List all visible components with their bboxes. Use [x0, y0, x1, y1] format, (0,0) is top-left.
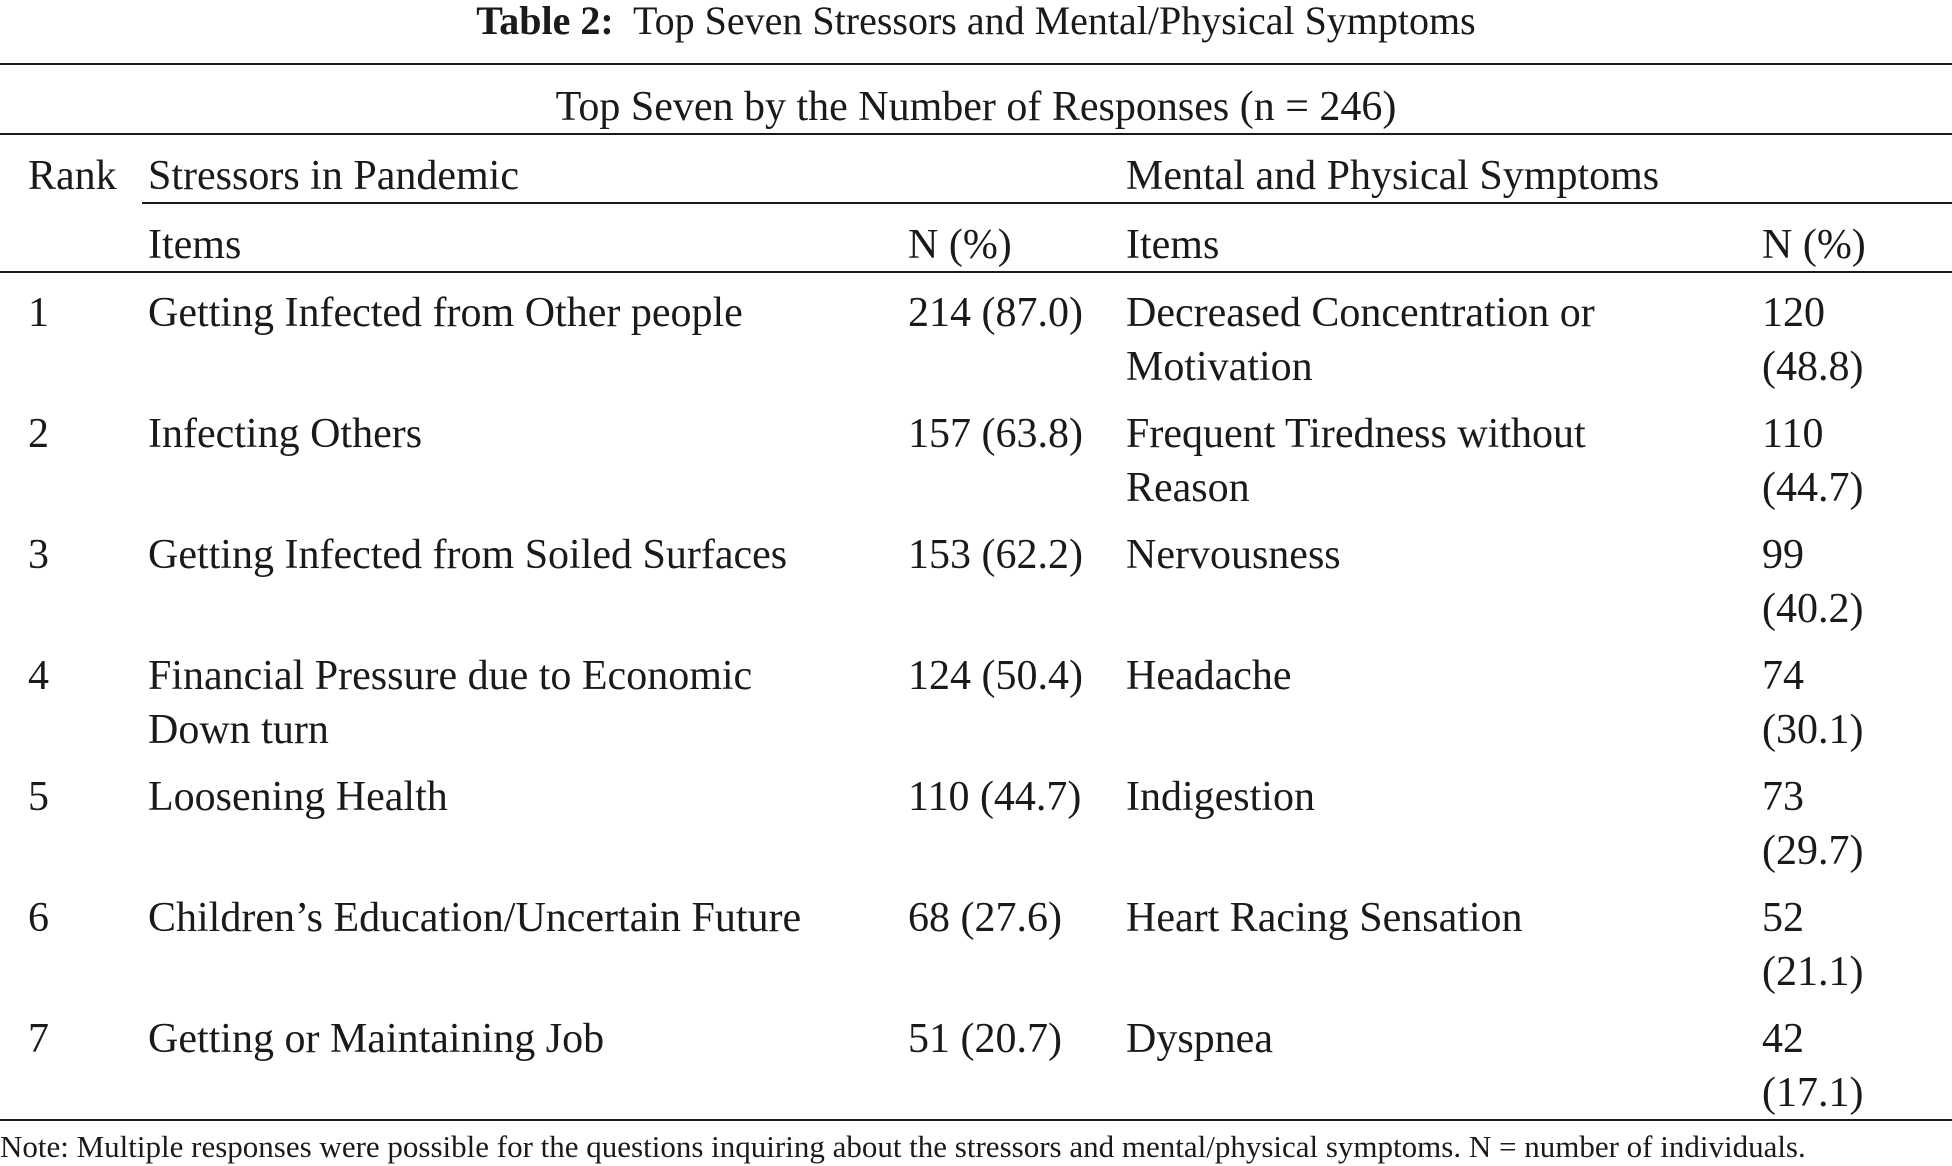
stressor-n-cell: 110 (44.7)	[908, 774, 1082, 820]
stressor-n-cell: 157 (63.8)	[908, 411, 1083, 457]
symptom-n-cell: (17.1)	[1762, 1070, 1864, 1116]
stressor-cell: Getting Infected from Soiled Surfaces	[148, 532, 788, 578]
stressor-cell: Children’s Education/Uncertain Future	[148, 895, 802, 941]
table-caption	[0, 0, 1952, 42]
rank-cell: 5	[28, 774, 49, 820]
symptom-n-cell: 42	[1762, 1016, 1804, 1062]
symptom-n-cell: 120	[1762, 290, 1825, 336]
stressor-cell: Getting or Maintaining Job	[148, 1016, 605, 1062]
stressor-n-cell: 153 (62.2)	[908, 532, 1083, 578]
spanner-heading: Top Seven by the Number of Responses (n = 246)	[555, 84, 1397, 130]
subheader-rule	[142, 202, 1952, 204]
symptom-cell: Headache	[1126, 653, 1292, 699]
symptom-cell: Heart Racing Sensation	[1126, 895, 1523, 941]
stressors-header: Stressors in Pandemic	[148, 153, 519, 199]
header-bottom-rule	[0, 271, 1952, 273]
stressor-cell: Financial Pressure due to Economic	[148, 653, 753, 699]
rank-cell: 4	[28, 653, 49, 699]
rank-cell: 3	[28, 532, 49, 578]
symptom-n-cell: (40.2)	[1762, 586, 1864, 632]
stressor-cell: Down turn	[148, 707, 329, 753]
symptom-cell: Frequent Tiredness without	[1126, 411, 1586, 457]
table-note: Note: Multiple responses were possible for the questions inquiring about the stressors and mental/physical symptoms. N = number of individuals.	[0, 1129, 1806, 1164]
symptom-n-cell: (44.7)	[1762, 465, 1864, 511]
symptom-cell: Motivation	[1126, 344, 1313, 390]
symptom-n-cell: (48.8)	[1762, 344, 1864, 390]
caption-title: Top Seven Stressors and Mental/Physical Symptoms	[633, 0, 1476, 43]
symptom-cell: Reason	[1126, 465, 1250, 511]
stressor-items-header: Items	[148, 222, 242, 268]
symptom-n-cell: 73	[1762, 774, 1804, 820]
rank-cell: 1	[28, 290, 49, 336]
bottom-rule	[0, 1119, 1952, 1121]
symptom-items-header: Items	[1126, 222, 1220, 268]
top-rule	[0, 63, 1952, 65]
stressor-cell: Loosening Health	[148, 774, 448, 820]
symptom-n-cell: 99	[1762, 532, 1804, 578]
symptom-n-cell: (30.1)	[1762, 707, 1864, 753]
symptom-cell: Dyspnea	[1126, 1016, 1273, 1062]
rank-cell: 2	[28, 411, 49, 457]
stressor-n-cell: 68 (27.6)	[908, 895, 1062, 941]
stressor-n-cell: 124 (50.4)	[908, 653, 1083, 699]
symptom-n-cell: (29.7)	[1762, 828, 1864, 874]
symptom-n-header: N (%)	[1762, 222, 1866, 268]
symptom-cell: Decreased Concentration or	[1126, 290, 1595, 336]
symptom-n-cell: 110	[1762, 411, 1824, 457]
stressor-n-cell: 51 (20.7)	[908, 1016, 1062, 1062]
symptom-cell: Indigestion	[1126, 774, 1315, 820]
symptom-n-cell: 52	[1762, 895, 1804, 941]
caption-label: Table 2:	[476, 0, 614, 43]
symptom-n-cell: (21.1)	[1762, 949, 1864, 995]
stressor-cell: Infecting Others	[148, 411, 423, 457]
rank-header: Rank	[28, 153, 117, 199]
stressor-n-cell: 214 (87.0)	[908, 290, 1083, 336]
stressor-cell: Getting Infected from Other people	[148, 290, 743, 336]
stressor-n-header: N (%)	[908, 222, 1012, 268]
spanner-rule	[0, 133, 1952, 135]
symptoms-header: Mental and Physical Symptoms	[1126, 153, 1660, 199]
symptom-cell: Nervousness	[1126, 532, 1341, 578]
rank-cell: 7	[28, 1016, 49, 1062]
symptom-n-cell: 74	[1762, 653, 1804, 699]
rank-cell: 6	[28, 895, 49, 941]
